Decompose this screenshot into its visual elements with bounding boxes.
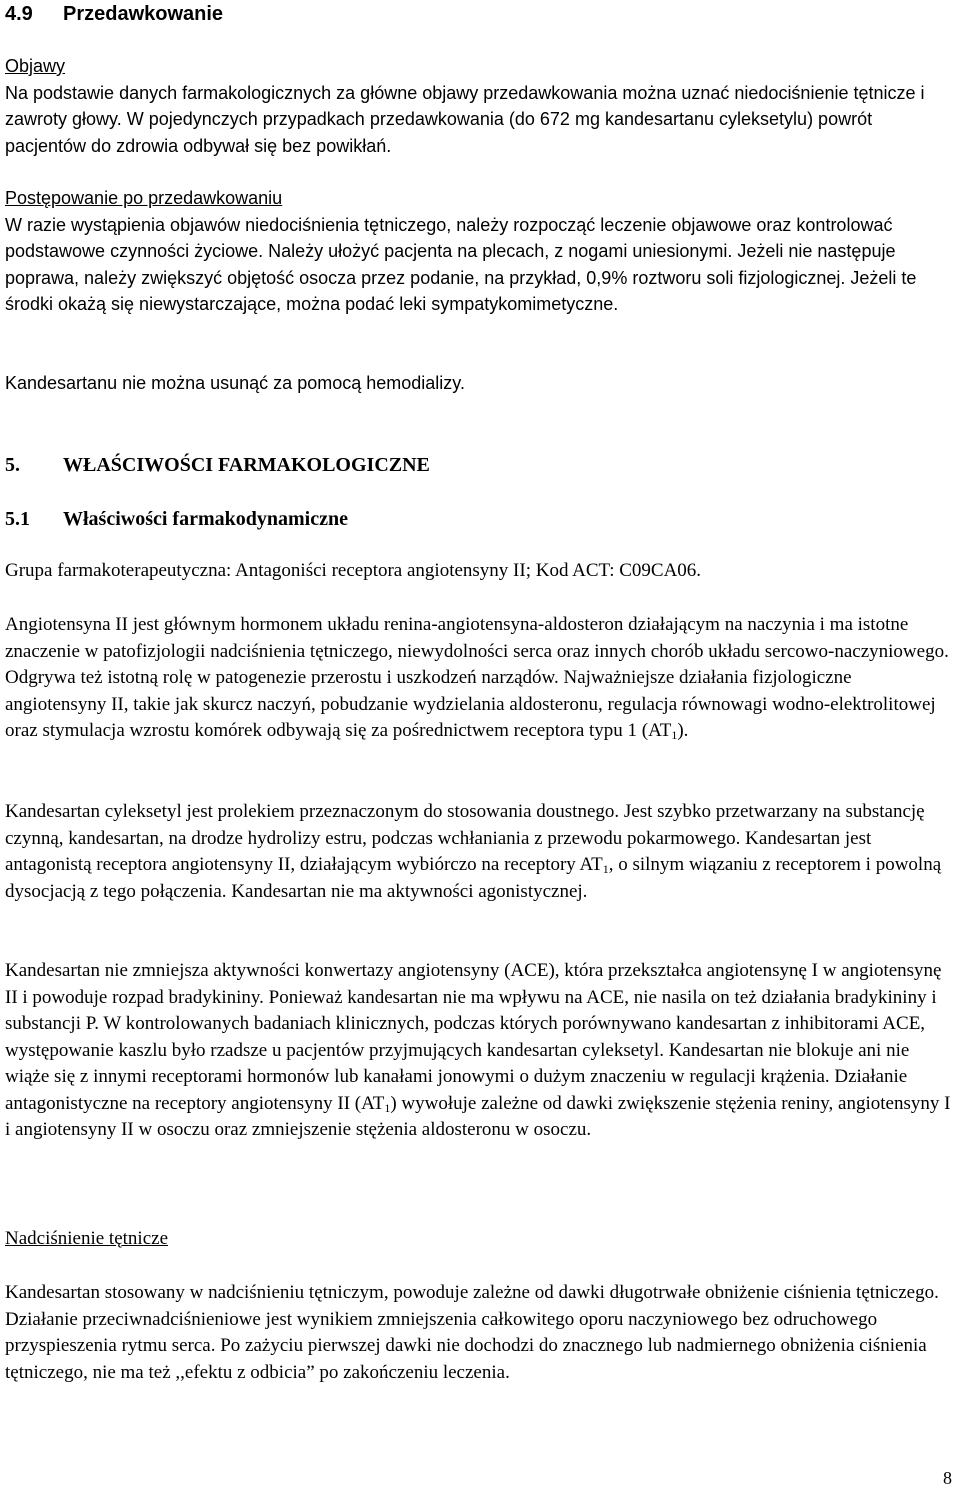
section-number: 4.9 (5, 3, 33, 25)
section-heading-5-1 (5, 506, 348, 532)
paragraph-kandesartan-cyleksetyl (5, 799, 955, 905)
paragraph-ace (5, 958, 955, 1144)
section-title: Przedawkowanie (63, 3, 224, 25)
subheading-postepowanie: Postępowanie po przedawkowaniu (5, 188, 283, 208)
page-number: 8 (943, 1468, 952, 1488)
paragraph-angiotensyna (5, 612, 955, 745)
section-number: 5.1 (5, 508, 30, 530)
subscript: 1 (384, 1100, 391, 1115)
paragraph-tail: , o silnym wiązaniu z receptorem i powolną dysocjacją z tego połączenia. Kandesartan nie ma aktywności agonistycznej. (5, 854, 942, 902)
grupa-text: Grupa farmakoterapeutyczna: Antagoniści receptora angiotensyny II; Kod ACT: C09CA06. (5, 560, 702, 581)
paragraph-text: Kandesartan nie zmniejsza aktywności konwertazy angiotensyny (ACE), która przekształca angiotensynę I w angiotensynę II i powoduje rozpad bradykininy. Ponieważ kandesartan nie ma wpływu na ACE, nie nasila on też działania bradykininy i substancji P. W kontrolowanych badaniach klinicznych, podczas których porównywano kandesartan z inhibitorami ACE, występowanie kaszlu było rzadsze u pacjentów przyjmujących kandesartan cyleksetyl. Kandesartan nie blokuje ani nie wiąże się z innymi receptorami hormonów lub kanałami jonowymi o dużym znaczeniu w regulacji krążenia. Działanie antagonistyczne na receptory angiotensyny II (AT (5, 960, 942, 1114)
paragraph-tail: ). (677, 720, 689, 741)
subheading-objawy: Objawy (5, 56, 66, 76)
section-heading-4-9 (5, 2, 223, 26)
section-number: 5. (5, 454, 20, 476)
objawy-block (5, 53, 955, 159)
subheading-nadcisnienie: Nadciśnienie tętnicze (5, 1228, 169, 1249)
objawy-text: Na podstawie danych farmakologicznych za główne objawy przedawkowania można uznać niedociśnienie tętnicze i zawroty głowy. W pojedynczych przypadkach przedawkowania (do 672 mg kandesartanu cyleksetylu) powrót pacjentów do zdrowia odbywał się bez powikłań. (5, 82, 925, 156)
section-heading-5 (5, 452, 430, 478)
postepowanie-block (5, 185, 955, 318)
subscript: 1 (671, 728, 678, 742)
paragraph-tail: ) wywołuje zależne od dawki zwiększenie stężenia reniny, angiotensyny I i angiotensyny II w osoczu oraz zmniejszenie stężenia aldosteronu w osoczu. (5, 1092, 951, 1140)
subscript: 1 (602, 862, 609, 876)
section-title: Właściwości farmakodynamiczne (63, 508, 348, 530)
postepowanie-text: W razie wystąpienia objawów niedociśnienia tętniczego, należy rozpocząć leczenie objawowe oraz kontrolować podstawowe czynności życiowe. Należy ułożyć pacjenta na plecach, z nogami uniesionymi. Jeżeli nie następuje poprawa, należy zwiększyć objętość osocza przez podanie, na przykład, 0,9% roztworu soli fizjologicznej. Jeżeli te środki okażą się niewystarczające, można podać leki sympatykomimetyczne. (5, 214, 917, 314)
paragraph-text: Kandesartan cyleksetyl jest prolekiem przeznaczonym do stosowania doustnego. Jest szybko przetwarzany na substancję czynną, kandesartan, na drodze hydrolizy estru, podczas wchłaniania z przewodu pokarmowego. Kandesartan jest antagonistą receptora angiotensyny II, działającym wybiórczo na receptory AT (5, 801, 925, 875)
section-title: WŁAŚCIWOŚCI FARMAKOLOGICZNE (63, 454, 430, 476)
paragraph-text: Angiotensyna II jest głównym hormonem układu renina-angiotensyna-aldosteron działającym na naczynia i ma istotne znaczenie w patofizjologii nadciśnienia tętniczego, niewydolności serca oraz innych chorób układu sercowo-naczyniowego. Odgrywa też istotną rolę w patogenezie przerostu i uszkodzeń narządów. Najważniejsze działania fizjologiczne angiotensyny II, takie jak skurcz naczyń, pobudzanie wydzielania aldosteronu, regulacja równowagi wodno-elektrolitowej oraz stymulacja wzrostu komórek odbywają się za pośrednictwem receptora typu 1 (AT (5, 614, 949, 741)
hemodialysis-text: Kandesartanu nie można usunąć za pomocą hemodializy. (5, 373, 465, 393)
paragraph-nadcisnienie: Kandesartan stosowany w nadciśnieniu tętniczym, powoduje zależne od dawki długotrwałe obniżenie ciśnienia tętniczego. Działanie przeciwnadciśnieniowe jest wynikiem zmniejszenia całkowitego oporu naczyniowego bez odruchowego przyspieszenia rytmu serca. Po zażyciu pierwszej dawki nie dochodzi do znacznego lub nadmiernego obniżenia ciśnienia tętniczego, nie ma też ,,efektu z odbicia” po zakończeniu leczenia. (5, 1282, 939, 1383)
